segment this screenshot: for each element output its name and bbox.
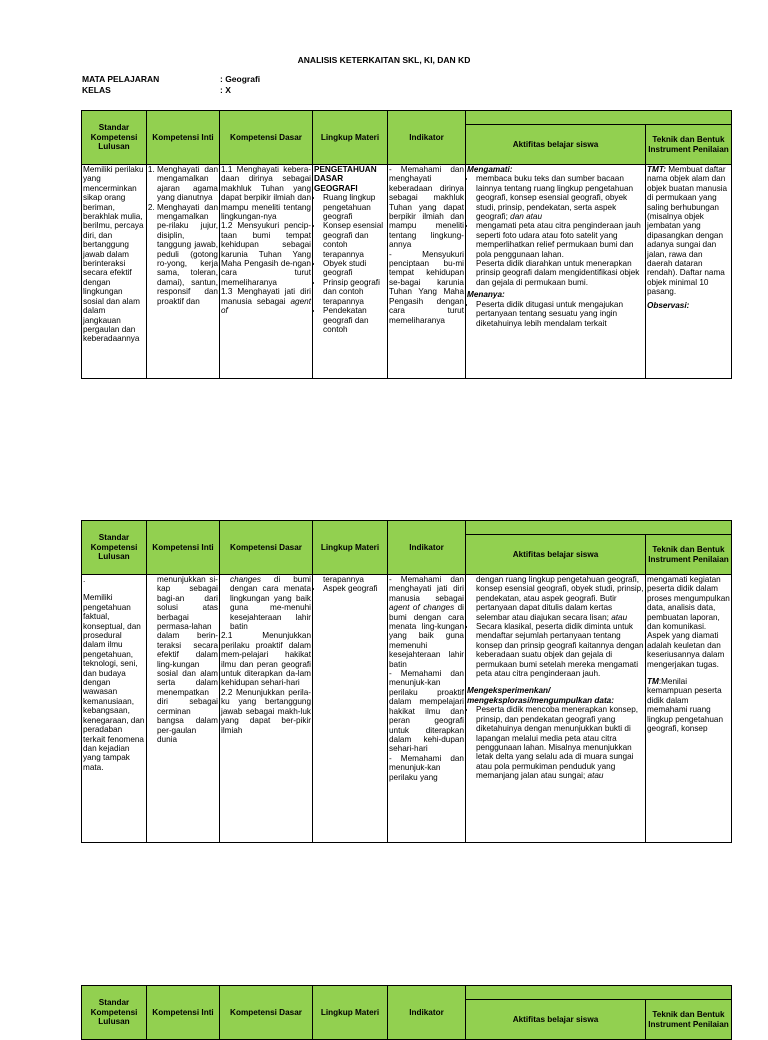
- cell-aktifitas: [466, 165, 646, 379]
- header-blank: [466, 986, 732, 1000]
- list-item: • membaca buku teks dan sumber bacaan lainnya tentang ruang lingkup pengetahuan geografi, konsep esensial geografi, obyek studi, prinsip, pendekatan, serta aspek geografi; dan atau: [476, 174, 644, 221]
- cell-materi: [313, 165, 388, 379]
- meta-value: : X: [220, 85, 231, 95]
- list-item: 1. Menghayati dan mengamalkan ajaran agama yang dianutnya: [157, 165, 218, 203]
- list-item: • Aspek geografi: [323, 584, 386, 593]
- list-item: • Ruang lingkup pengetahuan geografi: [323, 193, 386, 221]
- list-item: • Obyek studi geografi: [323, 259, 386, 278]
- cell-aktifitas: [466, 575, 646, 843]
- header-ki: Kompetensi Inti: [147, 986, 220, 1040]
- document-title: ANALISIS KETERKAITAN SKL, KI, DAN KD: [297, 55, 471, 65]
- cell-kd: [220, 575, 313, 843]
- ki-text: menunjukkan si-kap sebagai bagi-an dari solusi atas berbagai permasa-lahan dalam berin-teraksi secara efektif dalam ling-kungan sosial dan alam serta dalam menempatkan diri sebagai cerminan bangsa dalam per-gaulan dunia: [157, 575, 218, 744]
- skl-text: Memiliki pengetahuan faktual, konseptual, dan prosedural dalam ilmu pengetahuan, teknologi, seni, dan budaya dengan wawasan kemanusiaan, kebangsaan, kenegaraan, dan peradaban terkait fenomena dan kejadian yang tampak mata.: [83, 593, 145, 772]
- kd-continued: changes di bumi dengan cara menata lingkungan yang baik guna me-menuhi kesejahteraan lahir batin: [230, 575, 311, 632]
- heading-menanya: Menanya:: [467, 290, 505, 300]
- indikator-text: Memahami dan menghayati keberadaan dirinya sebagai makhluk Tuhan yang dapat berpikir ilmiah dan mampu meneliti tentang lingkung-annya: [389, 165, 464, 250]
- list-item: • Secara klasikal, peserta didik diminta untuk mendaftar sejumlah pertanyaan tentang konsep dan prinsip geografi kaitannya dengan keberadaan suatu objek dan gejala di permukaan bumi setelah mereka mengamati peta atau citra penginderaan jauh.: [476, 622, 644, 678]
- cell-teknik: [646, 575, 732, 843]
- header-aktifitas: Aktifitas belajar siswa: [466, 535, 646, 575]
- table-row: [82, 575, 732, 843]
- analysis-table-page-3: [81, 985, 732, 1040]
- indikator-item: - Memahami dan menunjuk-kan perilaku yang: [389, 753, 464, 782]
- indikator-item: - Mensyukuri penciptaan bu-mi tempat kehidupan se-bagai karunia Tuhan Yang Maha Pengasih dengan cara turut memeliharanya: [389, 249, 464, 325]
- kd-2-1: 2.1 Menunjukkan perilaku proaktif dalam mem-pelajari hakikat ilmu dan peran geografi untuk diterapkan da-lam kehidupan sehari-hari: [221, 631, 311, 688]
- header-teknik: Teknik dan Bentuk Instrument Penilaian: [646, 1000, 732, 1040]
- header-teknik: Teknik dan Bentuk Instrument Penilaian: [646, 125, 732, 165]
- meta-value: : Geografi: [220, 74, 261, 84]
- skl-dot: .: [83, 575, 86, 584]
- teknik-observasi: Observasi:: [647, 300, 690, 310]
- cell-ki: [147, 575, 220, 843]
- header-skl: Standar Kompetensi Lulusan: [82, 111, 147, 165]
- analysis-table-page-2: [81, 520, 732, 843]
- cell-indikator: [388, 575, 466, 843]
- list-item: • Prinsip geografi dan contoh terapannya: [323, 278, 386, 306]
- header-materi: Lingkup Materi: [313, 521, 388, 575]
- header-skl: Standar Kompetensi Lulusan: [82, 986, 147, 1040]
- header-indikator: Indikator: [388, 111, 466, 165]
- cell-materi: [313, 575, 388, 843]
- list-item: 2. Menghayati dan mengamalkan pe-rilaku jujur, disiplin, tanggung jawab, peduli (gotong ro-yong, kerja sama, toleran, damai), santun, responsif dan proaktif dan: [157, 203, 218, 306]
- indikator-item: - Memahami dan menunjuk-kan perilaku proaktif dalam mempelajari hakikat ilmu dan peran geografi untuk diterapkan dalam kehi-dupan sehari-hari: [389, 669, 464, 754]
- aktifitas-paragraph: Peserta didik diarahkan untuk menerapkan prinsip geografi dalam mengidentifikasi objek dan gejala di permukaan bumi.: [476, 259, 640, 287]
- cell-skl: [82, 575, 147, 843]
- kd-1-1: 1.1 Menghayati kebera-daan dirinya sebagai makhluk Tuhan yang dapat berpikir ilmiah dan mampu meneliti tentang lingkungan-nya: [221, 165, 311, 222]
- indikator-item: - Memahami dan menghayati jati diri manusia sebagai agent of changes di bumi dengan cara menata ling-kungan yang baik guna memenuhi kesejahteraan lahir batin: [389, 575, 464, 669]
- header-indikator: Indikator: [388, 521, 466, 575]
- cell-indikator: [388, 165, 466, 379]
- cell-skl: Memiliki perilaku yang mencerminkan sikap orang beriman, berakhlak mulia, berilmu, percaya diri, dan bertanggung jawab dalam berinteraksi secara efektif dengan lingkungan sosial dan alam dalam jangkauan pergaulan dan keberadaannya: [82, 165, 147, 379]
- aktifitas-continued: dengan ruang lingkup pengetahuan geografi, konsep esensial geografi, obyek studi, prinsip, pendekatan, atau aspek geografi. Butir pertanyaan dapat ditulis dalam kertas selembar atau diajukan secara lisan; atau: [476, 575, 644, 622]
- header-aktifitas: Aktifitas belajar siswa: [466, 1000, 646, 1040]
- kd-1-2: 1.2 Mensyukuri pencip-taan bumi tempat kehidupan sebagai karunia Tuhan Yang Maha Pengasih de-ngan cara turut memeliharanya: [221, 221, 311, 287]
- analysis-table-page-1: [81, 110, 732, 379]
- header-skl: Standar Kompetensi Lulusan: [82, 521, 147, 575]
- materi-continued: terapannya: [323, 575, 364, 584]
- heading-eksplorasi: mengeksplorasi/mengumpulkan data:: [467, 695, 614, 705]
- header-teknik: Teknik dan Bentuk Instrument Penilaian: [646, 535, 732, 575]
- teknik-text: TMT: Membuat daftar nama objek alam dan objek buatan manusia di permukaan yang saling berhubungan (misalnya objek jembatan yang dipasangkan dengan adanya sungai dan jalan, rawa dan daerah dataran rendah). Daftar nama objek minimal 10 pasang.: [647, 165, 728, 297]
- header-blank: [466, 521, 732, 535]
- header-kd: Kompetensi Dasar: [220, 986, 313, 1040]
- header-ki: Kompetensi Inti: [147, 521, 220, 575]
- header-materi: Lingkup Materi: [313, 111, 388, 165]
- table-row: [82, 165, 732, 379]
- list-item: • Pendekatan geografi dan contoh: [323, 306, 386, 334]
- cell-teknik: [646, 165, 732, 379]
- teknik-text: mengamati kegiatan peserta didik dalam proses mengumpulkan data, analisis data, pembuatan laporan, dan komunikasi. Aspek yang diamati adalah keuletan dan keseriusannya dalam mengerjakan tugas.: [647, 575, 730, 669]
- kd-2-2: 2.2 Menunjukkan perila-ku yang bertanggung jawab sebagai makh-luk yang dapat ber-pikir ilmiah: [221, 687, 311, 735]
- materi-heading: PENGETAHUAN DASAR GEOGRAFI: [314, 165, 377, 193]
- cell-kd: [220, 165, 313, 379]
- header-aktifitas: Aktifitas belajar siswa: [466, 125, 646, 165]
- table-header-row: [82, 521, 732, 535]
- table-header-row: [82, 986, 732, 1000]
- kd-text: 1.3 Menghayati jati diri manusia sebagai: [221, 287, 311, 306]
- indikator-item: - Memahami dan menghayati keberadaan dirinya sebagai makhluk Tuhan yang dapat berpikir ilmiah dan mampu meneliti tentang lingkung-annya: [389, 165, 464, 250]
- meta-row-subject: [82, 74, 260, 84]
- meta-label: MATA PELAJARAN: [82, 74, 160, 84]
- list-item: • Peserta didik mencoba menerapkan konsep, prinsip, dan pendekatan geografi yang diketahuinya dengan menunjukkan bukti di lapangan melalui media peta atau citra penggunaan lahan. Misalnya menunjukkan letak delta yang selalu ada di muara sungai atau pola permukiman penduduk yang memanjang jalan atau sungai; atau: [476, 705, 644, 780]
- kd-italic: agent of: [221, 296, 311, 316]
- header-kd: Kompetensi Dasar: [220, 111, 313, 165]
- list-item: • Peserta didik ditugasi untuk mengajukan pertanyaan tentang sesuatu yang ingin diketahuinya lebih mendalam terkait: [476, 300, 644, 328]
- indikator-text: Mensyukuri penciptaan bu-mi tempat kehidupan se-bagai karunia Tuhan Yang Maha Pengasih dengan cara turut memeliharanya: [389, 249, 464, 325]
- header-materi: Lingkup Materi: [313, 986, 388, 1040]
- list-item: • mengamati peta atau citra penginderaan jauh seperti foto udara atau foto satelit yang memperlihatkan relief permukaan bumi dan pola penggunaan lahan.: [476, 221, 644, 259]
- header-indikator: Indikator: [388, 986, 466, 1040]
- heading-mengamati: Mengamati:: [467, 165, 513, 174]
- meta-label: KELAS: [82, 85, 111, 95]
- teknik-tm: TM:Menilai kemampuan peserta didik dalam memahami ruang lingkup pengetahuan geografi, konsep: [647, 677, 724, 734]
- kd-1-3: [221, 287, 311, 315]
- table-header-row: [82, 111, 732, 125]
- list-item: • Konsep esensial geografi dan contoh terapannya: [323, 221, 386, 259]
- heading-eksplorasi: Mengeksperimenkan/: [467, 686, 551, 696]
- header-kd: Kompetensi Dasar: [220, 521, 313, 575]
- meta-row-class: [82, 85, 231, 95]
- header-ki: Kompetensi Inti: [147, 111, 220, 165]
- header-blank: [466, 111, 732, 125]
- cell-ki: [147, 165, 220, 379]
